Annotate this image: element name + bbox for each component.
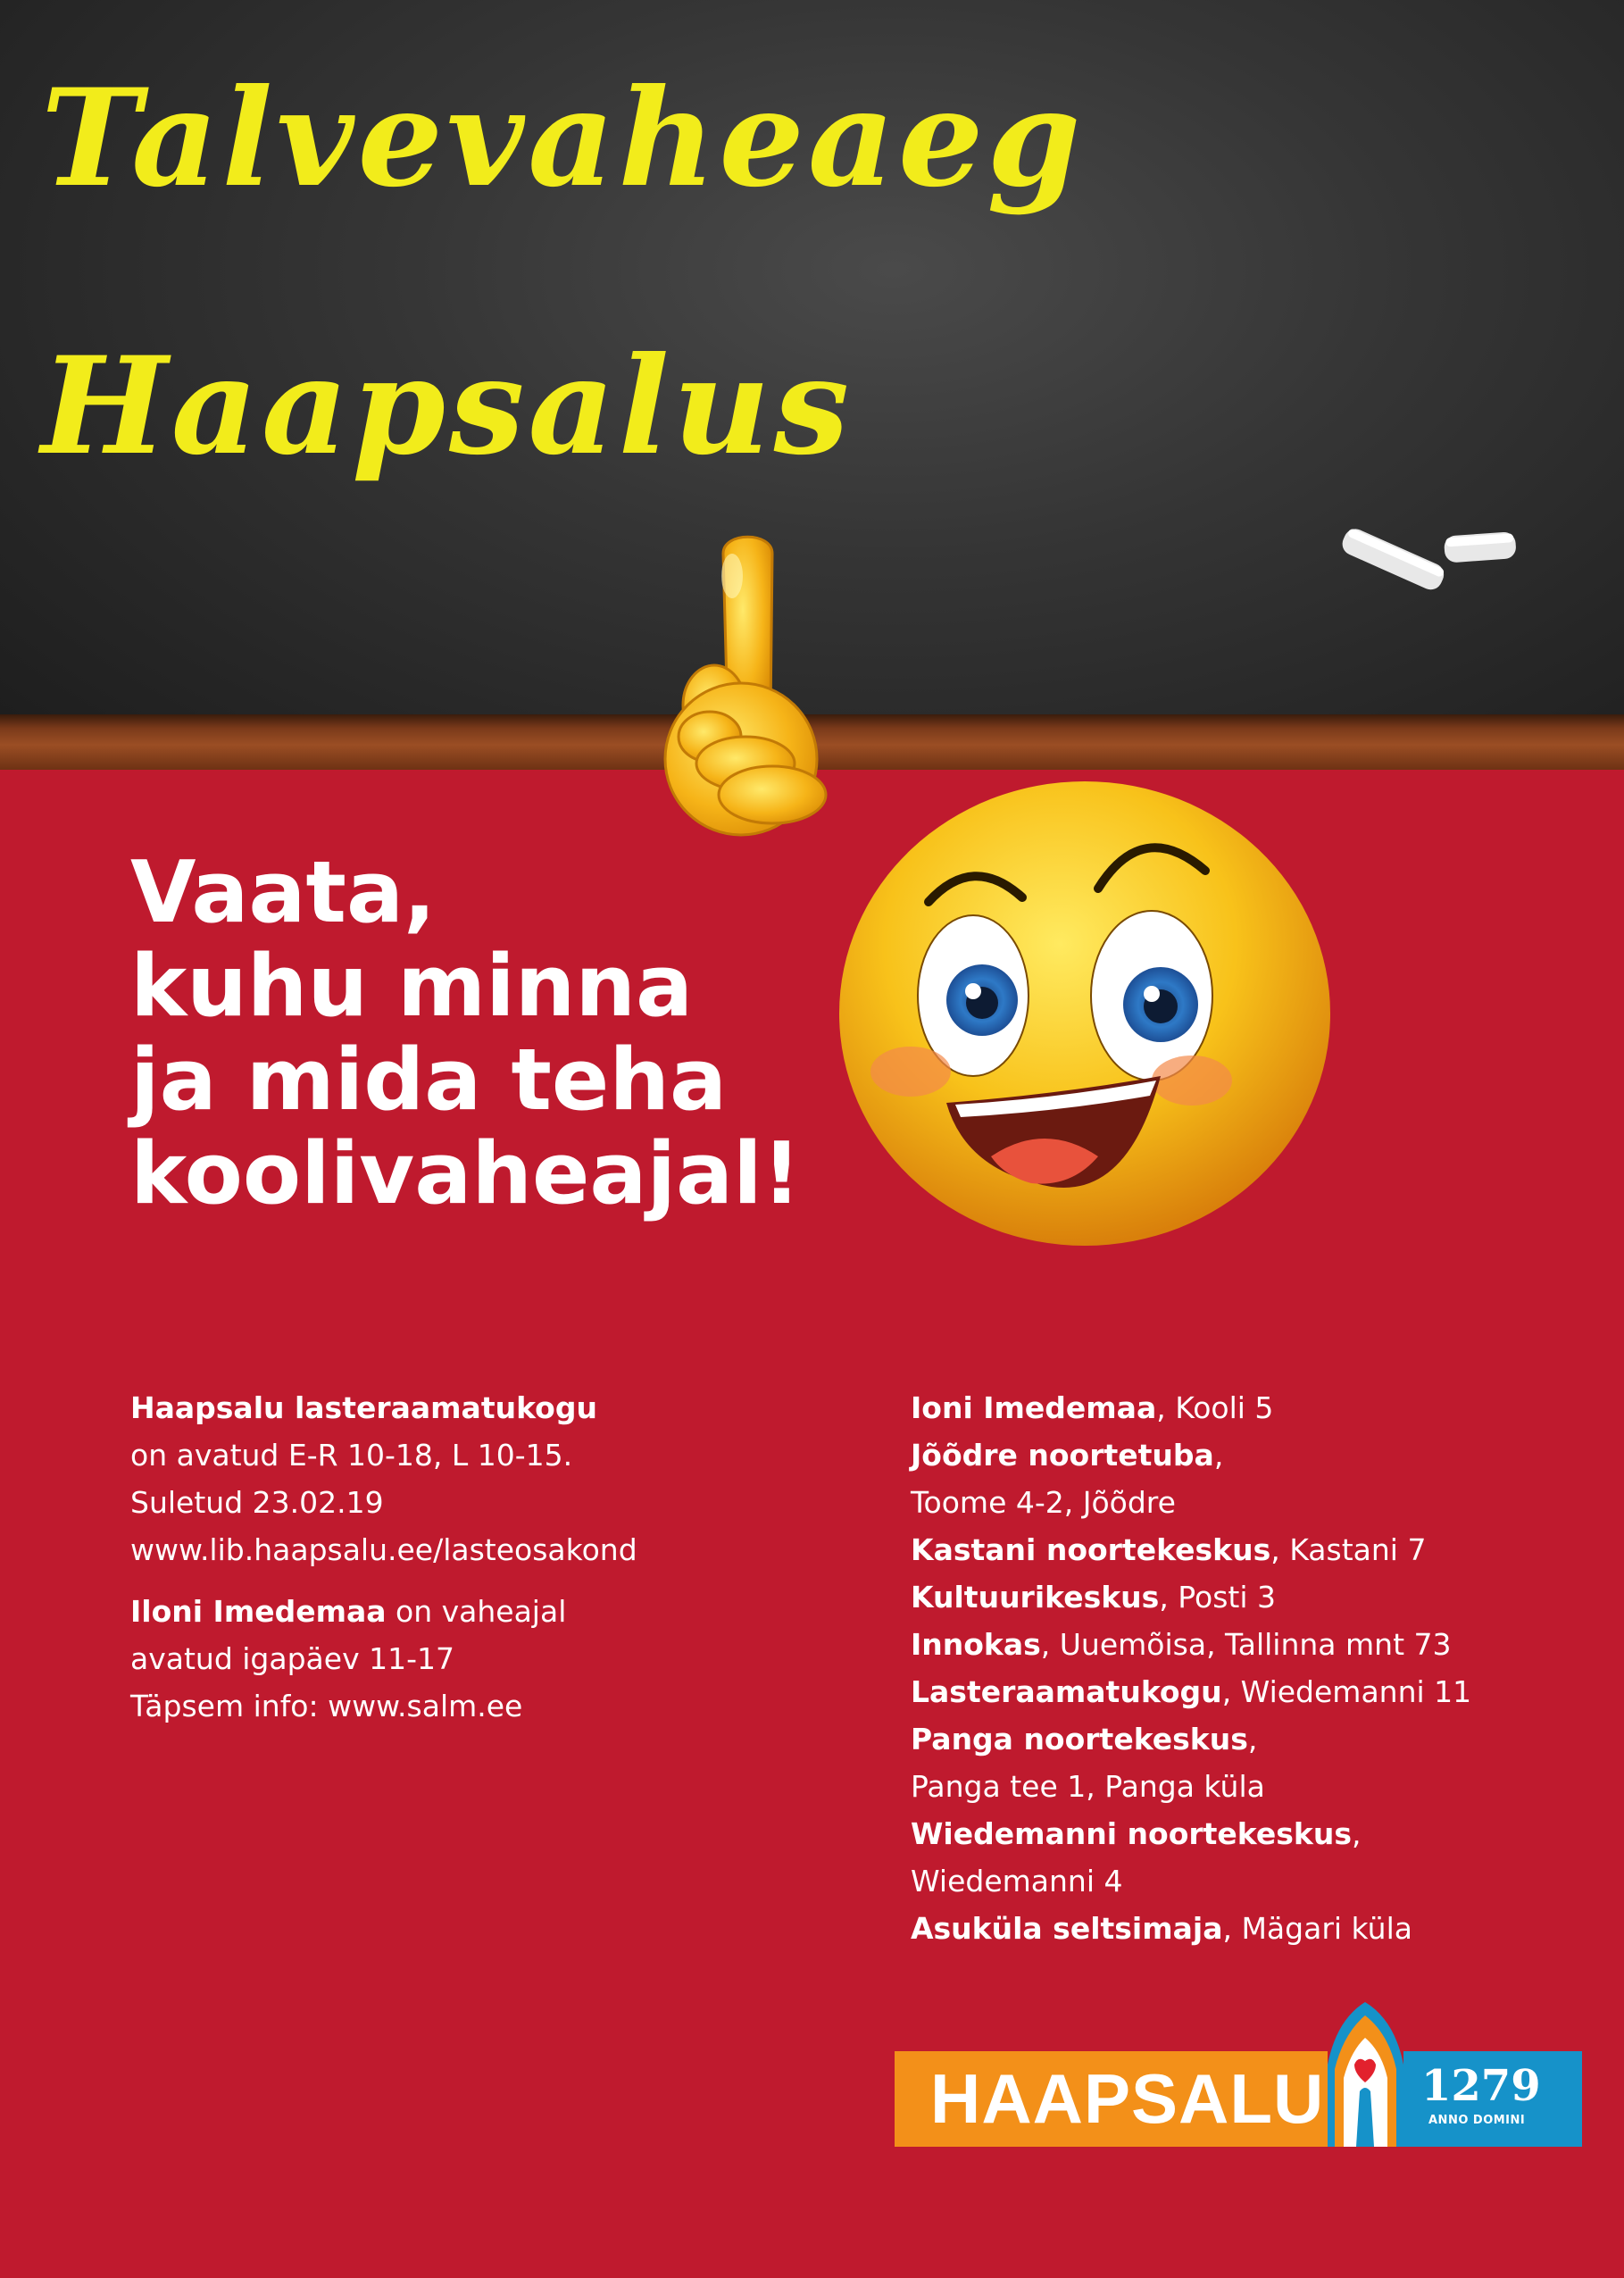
list-item	[911, 1431, 1607, 1479]
places-list	[911, 1384, 1607, 1952]
logo-name: HAAPSALU	[930, 2059, 1325, 2138]
place-address-line-2: Wiedemanni 4	[911, 1864, 1123, 1898]
iloni-text-1: on vaheajal	[386, 1594, 567, 1629]
headline-line-4: koolivaheajal!	[130, 1125, 802, 1223]
place-address-line-2: Panga tee 1, Panga küla	[911, 1769, 1265, 1804]
list-item	[911, 1715, 1607, 1763]
iloni-name: Iloni Imedemaa	[130, 1594, 387, 1629]
logo-year: 1279	[1421, 2061, 1541, 2111]
castle-tower-icon	[1328, 2002, 1403, 2147]
iloni-text-2: avatud igapäev 11-17	[130, 1641, 454, 1676]
chalk-icon	[1330, 522, 1527, 630]
place-address: , Mägari küla	[1222, 1911, 1412, 1946]
logo-anno-domini: ANNO DOMINI	[1428, 2114, 1526, 2127]
list-item	[911, 1905, 1607, 1952]
headline-line-2: kuhu minna	[130, 938, 694, 1036]
library-hours: on avatud E-R 10-18, L 10-15.	[130, 1438, 573, 1473]
list-item	[911, 1810, 1607, 1857]
place-address-line-2: Toome 4-2, Jõõdre	[911, 1485, 1176, 1520]
library-url: www.lib.haapsalu.ee/lasteosakond	[130, 1532, 637, 1567]
library-closed: Suletud 23.02.19	[130, 1485, 384, 1520]
smiley-face-icon	[830, 764, 1339, 1246]
list-item	[911, 1526, 1607, 1573]
place-address: , Posti 3	[1159, 1580, 1276, 1615]
iloni-text-3: Täpsem info: www.salm.ee	[130, 1689, 523, 1723]
list-item	[911, 1668, 1607, 1715]
library-name: Haapsalu lasteraamatukogu	[130, 1390, 597, 1425]
place-name: Kastani noortekeskus	[911, 1532, 1271, 1567]
title-line-2: Haapsalus	[41, 328, 854, 485]
place-address: ,	[1351, 1816, 1362, 1851]
place-address: ,	[1247, 1722, 1258, 1756]
place-name: Ioni Imedemaa	[911, 1390, 1157, 1425]
place-name: Innokas	[911, 1627, 1041, 1662]
place-name: Jõõdre noortetuba	[911, 1438, 1214, 1473]
headline	[130, 844, 802, 1223]
list-item	[911, 1573, 1607, 1621]
headline-line-1: Vaata,	[130, 844, 437, 942]
place-address: ,	[1213, 1438, 1224, 1473]
left-column	[130, 1384, 809, 1730]
place-address: , Kooli 5	[1156, 1390, 1274, 1425]
haapsalu-logo	[895, 2002, 1582, 2147]
place-name: Kultuurikeskus	[911, 1580, 1160, 1615]
title-line-1: Talvevaheaeg	[41, 60, 1085, 217]
place-name: Asuküla seltsimaja	[911, 1911, 1223, 1946]
place-address: , Wiedemanni 11	[1221, 1674, 1472, 1709]
headline-line-3: ja mida teha	[130, 1031, 728, 1130]
list-item	[911, 1384, 1607, 1431]
place-name: Lasteraamatukogu	[911, 1674, 1222, 1709]
list-item	[911, 1621, 1607, 1668]
place-name: Wiedemanni noortekeskus	[911, 1816, 1352, 1851]
place-name: Panga noortekeskus	[911, 1722, 1248, 1756]
place-address: , Uuemõisa, Tallinna mnt 73	[1040, 1627, 1452, 1662]
place-address: , Kastani 7	[1270, 1532, 1427, 1567]
